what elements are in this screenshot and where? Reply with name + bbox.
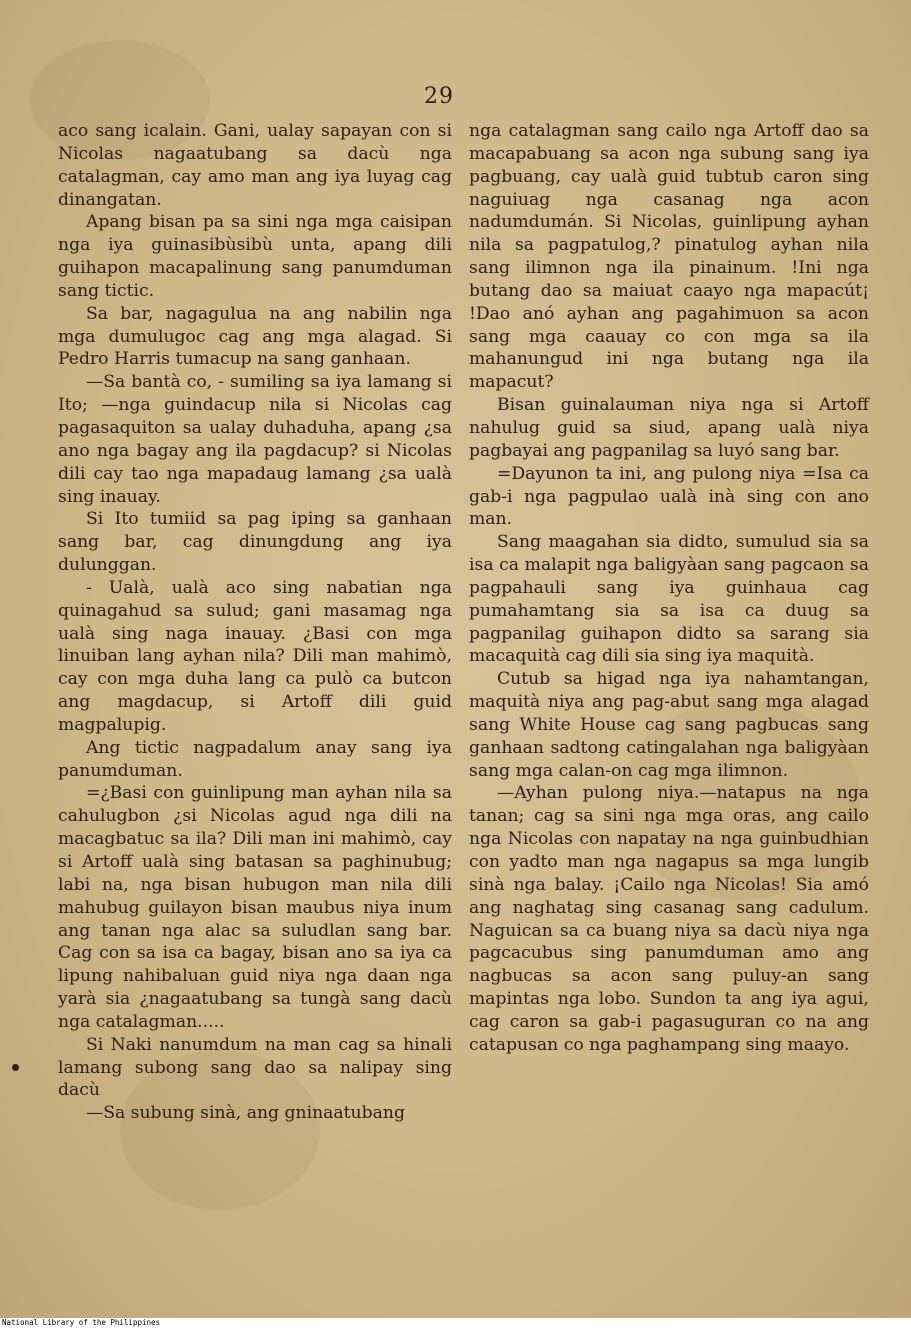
paragraph: aco sang icalain. Gani, ualay sapayan con si Nicolas nagaatubang sa dacù nga catalagman, cay amo man ang iya luyag cag dinangatan. [58, 121, 452, 210]
paragraph: nga catalagman sang cailo nga Artoff dao sa macapabuang sa acon nga subung sang iya pagbuang, cay ualà guid tubtub caron sing naguiuag nga casanag nga acon nadumdumán. Si Nicolas, guinlipung ayhan nila sa pagpatulog,? pinatulog ayhan nila sang ilimnon nga ila pinainum. !Ini nga butang dao sa maiuat caayo nga mapacút¡ !Dao anó ayhan ang pagahimuon sa acon sang mga caauay co con mga sa ila mahanungud ini nga butang nga ila mapacut? [469, 121, 869, 393]
footer-bar [0, 1318, 911, 1328]
footer-credit: National Library of the Philippines [2, 1318, 161, 1327]
paragraph: Si Naki nanumdum na man cag sa hinali lamang subong sang dao sa nalipay sing dacù [58, 1034, 452, 1101]
paragraph: Sang maagahan sia didto, sumulud sia sa isa ca malapit nga baligyàan sang pagcaon sa pagpahauli sang iya guinhaua cag pumahamtang sia sa isa ca duug sa pagpanilag guihapon didto sa sarang sia macaquità cag dili sia sing iya maquità. [469, 532, 869, 667]
paragraph: Si Ito tumiid sa pag iping sa ganhaan sang bar, cag dinungdung ang iya dulunggan. [58, 509, 452, 576]
paragraph: - Ualà, ualà aco sing nabatian nga quinagahud sa sulud; gani masamag nga ualà sing naga inauay. ¿Basi con mga linuiban lang ayhan nila? Dili man mahimò, cay con mga duha lang ca pulò ca butcon ang magdacup, si Artoff dili guid magpalupig. [58, 577, 452, 735]
paragraph: Apang bisan pa sa sini nga mga caisipan nga iya guinasibùsibù unta, apang dili guihapon macapalinung sang panumduman sang tictic. [58, 212, 452, 301]
paragraph: —Sa bantà co, - sumiling sa iya lamang si Ito; —nga guindacup nila si Nicolas cag pagasaquiton sa ualay duhaduha, apang ¿sa ano nga bagay ang ila pagdacup? si Nicolas dili cay tao nga mapadaug lamang ¿sa ualà sing inauay. [58, 372, 452, 507]
right-column [469, 120, 869, 1057]
page-number: 29 [424, 84, 454, 109]
paragraph: Sa bar, nagagulua na ang nabilin nga mga dumulugoc cag ang mga alagad. Si Pedro Harris tumacup na sang ganhaan. [58, 303, 452, 370]
paragraph: —Sa subung sinà, ang gninaatubang [86, 1103, 405, 1124]
left-column [58, 120, 452, 1125]
paragraph: —Ayhan pulong niya.—natapus na nga tanan; cag sa sini nga mga oras, ang cailo nga Nicolas con napatay na nga guinbudhian con yadto man nga nagapus sa mga lungib sinà nga balay. ¡Cailo nga Nicolas! Sia amó ang naghatag sing casanag sang cadulum. Naguican sa ca buang niya sa dacù niya nga pagcacubus sing panumduman amo ang nagbucas sa acon sang puluy-an sang mapintas nga lobo. Sundon ta ang iya agui, cag caron sa gab-i pagasuguran co na ang catapusan co nga paghampang sing maayo. [469, 783, 869, 1055]
paragraph: Bisan guinalauman niya nga si Artoff nahulug guid sa siud, apang ualà niya pagbayai ang pagpanilag sa luyó sang bar. [469, 395, 869, 461]
paragraph: =¿Basi con guinlipung man ayhan nila sa cahulugbon ¿si Nicolas agud nga dili na macagbatuc sa ila? Dili man ini mahimò, cay si Artoff ualà sing batasan sa paghinubug; labi na, nga bisan hubugon man nila dili mahubug guilayon bisan maubus niya inum ang tanan nga alac sa suludlan sang bar. Cag con sa isa ca bagay, bisan ano sa iya ca lipung nahibaluan guid niya nga daan nga yarà sia ¿nagaatubang sa tungà sang dacù nga catalagman..... [58, 783, 452, 1032]
paragraph: Cutub sa higad nga iya nahamtangan, maquità niya ang pag-abut sang mga alagad sang White House cag sang pagbucas sang ganhaan sadtong catingalahan nga baligyàan sang mga calan-on cag mga ilimnon. [469, 669, 869, 781]
paragraph: =Dayunon ta ini, ang pulong niya =Isa ca gab-i nga pagpulao ualà inà sing con ano man. [469, 463, 869, 530]
paragraph: Ang tictic nagpadalum anay sang iya panumduman. [58, 737, 452, 781]
ink-blot [12, 1064, 19, 1071]
